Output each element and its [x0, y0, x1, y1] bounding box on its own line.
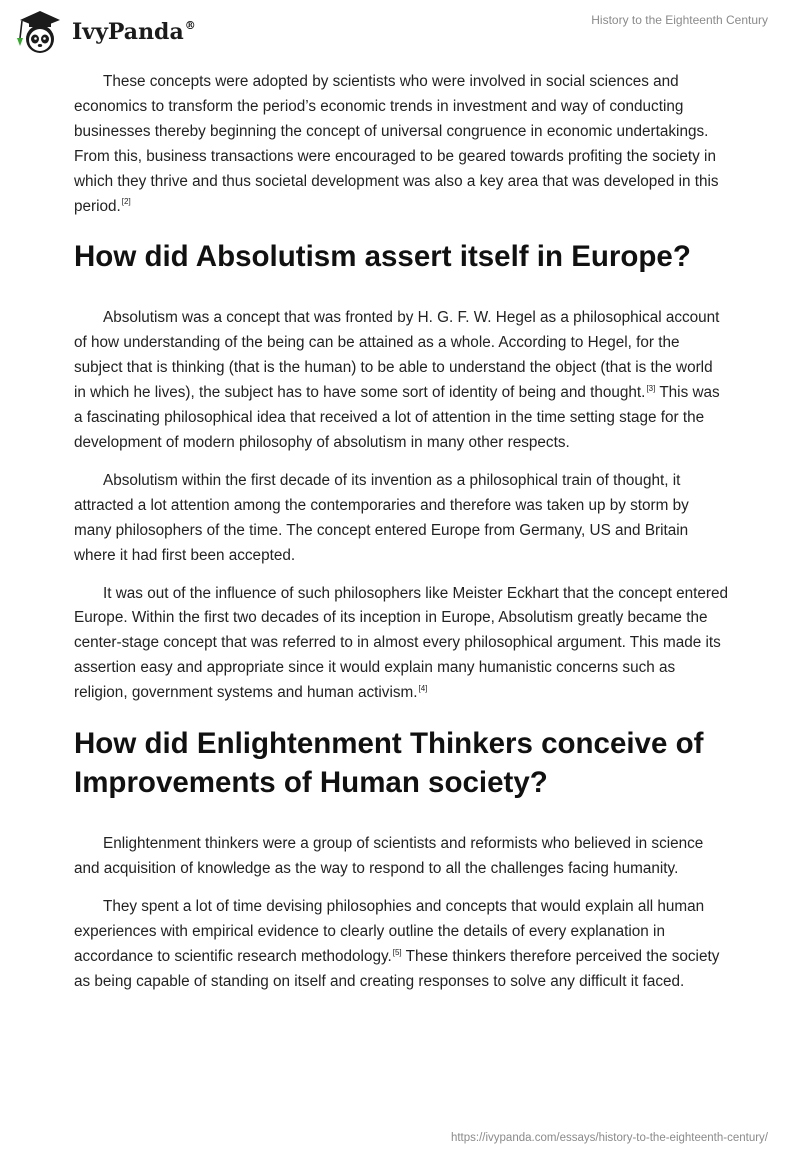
section-heading: How did Absolutism assert itself in Europe?: [74, 240, 691, 274]
panda-graduate-icon: [14, 8, 66, 56]
page-header: [0, 0, 800, 64]
section-heading: How did Enlightenment Thinkers conceive of Improvements of Human society?: [74, 727, 704, 800]
paragraph-text: It was out of the influence of such philosophers like Meister Eckhart that the concept entered Europe. Within the first two decades of its inception in Europe, Absolutism greatly became the center-stage concept that was referred to in almost every philosophical argument. This made its assertion easy and appropriate since it would explain many humanistic concerns such as religion, government systems and human activism.: [74, 584, 728, 702]
paragraph: [74, 895, 728, 995]
paragraph-text: These concepts were adopted by scientists who were involved in social sciences and economics to transform the period’s economic trends in investment and way of conducting businesses thereby beginning the concept of universal congruence in economic undertakings. From this, business transactions were encouraged to be geared towards profiting the society in which they thrive and thus societal development was also a key area that was developed in this period.: [74, 73, 719, 215]
brand-name: [72, 19, 196, 45]
paragraph-text: Absolutism was a concept that was fronted by H. G. F. W. Hegel as a philosophical account of how understanding of the being can be attained as a whole. According to Hegel, for the subject that is thinking (that is the human) to be able to understand the object (that is the world in which he lives), the subject has to have some sort of identity of being and thought.: [74, 309, 720, 402]
footnote-ref[interactable]: [5]: [392, 947, 402, 957]
paragraph-text: Enlightenment thinkers were a group of scientists and reformists who believed in science and acquisition of knowledge as the way to respond to all the challenges facing humanity.: [74, 835, 704, 877]
paragraph-text: They spent a lot of time devising philosophies and concepts that would explain all human experiences with empirical evidence to clearly outline the details of every explanation in accordance to scientific research methodology.: [74, 897, 705, 965]
article-body: [74, 70, 728, 1007]
source-url[interactable]: https://ivypanda.com/essays/history-to-the-eighteenth-century/: [450, 1132, 768, 1144]
paragraph: [74, 469, 728, 569]
paragraph: [74, 832, 728, 882]
ivypanda-logo[interactable]: [14, 8, 196, 56]
registered-mark: ®: [184, 18, 196, 32]
document-title: History to the Eighteenth Century: [591, 13, 768, 27]
paragraph-text-continued: This was a fascinating philosophical idea that received a lot of attention in the time setting stage for the development of modern philosophy of absolutism in many other respects.: [74, 384, 720, 451]
paragraph: [74, 582, 728, 707]
footnote-ref[interactable]: [4]: [418, 684, 428, 694]
footnote-ref[interactable]: [3]: [646, 384, 656, 394]
paragraph: [74, 306, 728, 455]
paragraph-text: Absolutism within the first decade of its invention as a philosophical train of thought, it attracted a lot attention among the contemporaries and therefore was taken up by storm by many philosophers of the time. The concept entered Europe from Germany, US and Britain where it had first been accepted.: [74, 471, 689, 564]
brand-text: IvyPanda: [72, 19, 184, 45]
footnote-ref[interactable]: [2]: [121, 197, 131, 207]
paragraph-text-continued: These thinkers therefore perceived the society as being capable of standing on itself and creating responses to solve any difficult it faced.: [74, 947, 720, 990]
paragraph: [74, 70, 728, 219]
